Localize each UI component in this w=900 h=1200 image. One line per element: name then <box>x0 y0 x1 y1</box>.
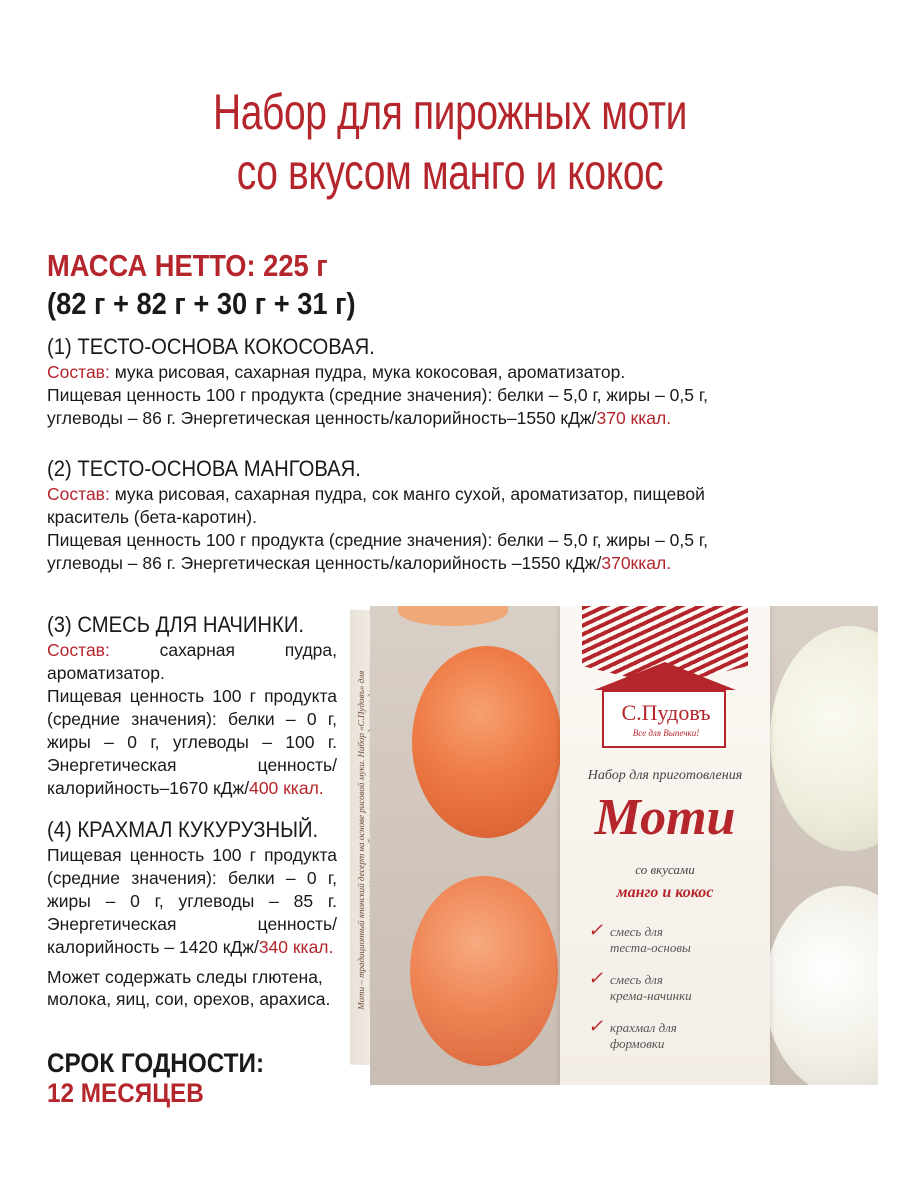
shelf-life-value: 12 МЕСЯЦЕВ <box>47 1078 204 1108</box>
title-line-1: Набор для пирожных моти <box>212 84 688 140</box>
package-label <box>560 606 770 1085</box>
contents-item <box>588 1016 677 1052</box>
title-line-2: со вкусом манго и кокос <box>236 144 664 200</box>
net-weight-label: МАССА НЕТТО: 225 г <box>47 248 328 283</box>
brand-logo <box>594 662 736 748</box>
contents-line: теста-основы <box>610 940 691 955</box>
section-heading: (3) СМЕСЬ ДЛЯ НАЧИНКИ. <box>47 612 305 637</box>
section-heading: (4) КРАХМАЛ КУКУРУЗНЫЙ. <box>47 817 319 842</box>
net-weight <box>47 247 356 323</box>
flavors-label: со вкусами <box>635 862 695 877</box>
product-package-image <box>350 600 878 1085</box>
kcal-value: 340 ккал. <box>258 937 334 957</box>
checkmark-icon: ✓ <box>588 968 604 988</box>
brand-name: С.Пудовъ <box>621 700 711 725</box>
nutrition <box>47 529 747 575</box>
kcal-value: 370 ккал. <box>596 408 672 428</box>
contents-line: крема-начинки <box>610 988 692 1003</box>
brand-slogan: Все для Выпечки! <box>632 728 700 738</box>
allergen-notice: Может содержать следы глютена, молока, яиц, сои, орехов, арахиса. <box>47 967 331 1009</box>
nutrition <box>47 844 337 959</box>
section-coconut-dough <box>47 334 767 430</box>
section-filling-mix <box>47 612 337 800</box>
section-heading: (1) ТЕСТО-ОСНОВА КОКОСОВАЯ. <box>47 334 375 359</box>
contents-line: смесь для <box>610 924 663 939</box>
shelf-life-label: СРОК ГОДНОСТИ: <box>47 1048 265 1078</box>
nutrition-text: Пищевая ценность 100 г продукта (средние значения): белки – 5,0 г, жиры – 0,5 г, углеводы – 86 г. Энергетическая ценность/калорийность –1550 кДж/ <box>47 530 708 573</box>
composition-text: мука рисовая, сахарная пудра, мука кокосовая, ароматизатор. <box>109 362 626 382</box>
composition <box>47 361 767 384</box>
product-name: Моти <box>594 789 736 846</box>
mochi-mango-ball <box>410 876 558 1066</box>
net-weight-breakdown: (82 г + 82 г + 30 г + 31 г) <box>47 286 356 321</box>
contents-line: смесь для <box>610 972 663 987</box>
kcal-value: 400 ккал. <box>249 778 324 798</box>
composition-label: Состав: <box>47 362 110 382</box>
contents-line: формовки <box>610 1036 665 1051</box>
section-corn-starch <box>47 817 337 959</box>
contents-item <box>588 920 691 956</box>
package-front <box>370 606 878 1085</box>
flavors: манго и кокос <box>616 884 714 901</box>
logo-body <box>602 690 726 748</box>
logo-roof <box>594 662 736 690</box>
checkmark-icon: ✓ <box>588 1016 604 1036</box>
mochi-coconut-ball <box>765 886 878 1085</box>
composition-label: Состав: <box>47 640 110 660</box>
composition <box>47 483 747 529</box>
section-mango-dough <box>47 456 747 575</box>
composition-text: мука рисовая, сахарная пудра, сок манго сухой, ароматизатор, пищевой краситель (бета-каротин). <box>47 484 705 527</box>
contents-line: крахмал для <box>610 1020 677 1035</box>
nutrition <box>47 685 337 800</box>
contents-item <box>588 968 692 1004</box>
mochi-mango-ball <box>412 646 562 838</box>
page-title <box>99 82 801 202</box>
mochi-mango-top <box>398 606 508 626</box>
checkmark-icon: ✓ <box>588 920 604 940</box>
shelf-life <box>47 1048 264 1108</box>
package-side-text: Моти – традиционный японский десерт на основе рисовой муки. Набор «С.Пудовъ» для <box>356 670 366 1010</box>
composition <box>47 639 337 685</box>
nutrition-text: Пищевая ценность 100 г продукта (средние значения): белки – 5,0 г, жиры – 0,5 г, углеводы – 86 г. Энергетическая ценность/калорийность–1550 кДж/ <box>47 385 708 428</box>
composition-text: сахарная пудра, ароматизатор. <box>47 640 337 683</box>
nutrition <box>47 384 767 430</box>
composition-label: Состав: <box>47 484 110 504</box>
nutrition-text: Пищевая ценность 100 г продукта (средние значения): белки – 0 г, жиры – 0 г, углеводы – 85 г. Энергетическая ценность/ калорийность – 1420 кДж/ <box>47 845 337 957</box>
mochi-coconut-ball <box>770 626 878 851</box>
section-heading: (2) ТЕСТО-ОСНОВА МАНГОВАЯ. <box>47 456 361 481</box>
kcal-value: 370ккал. <box>601 553 672 573</box>
nutrition-text: Пищевая ценность 100 г продукта (средние значения): белки – 0 г, жиры – 0 г, углеводы – 100 г. Энергетическая ценность/калорийность–1670 кДж/ <box>47 686 337 798</box>
kit-label: Набор для приготовления <box>587 768 743 783</box>
